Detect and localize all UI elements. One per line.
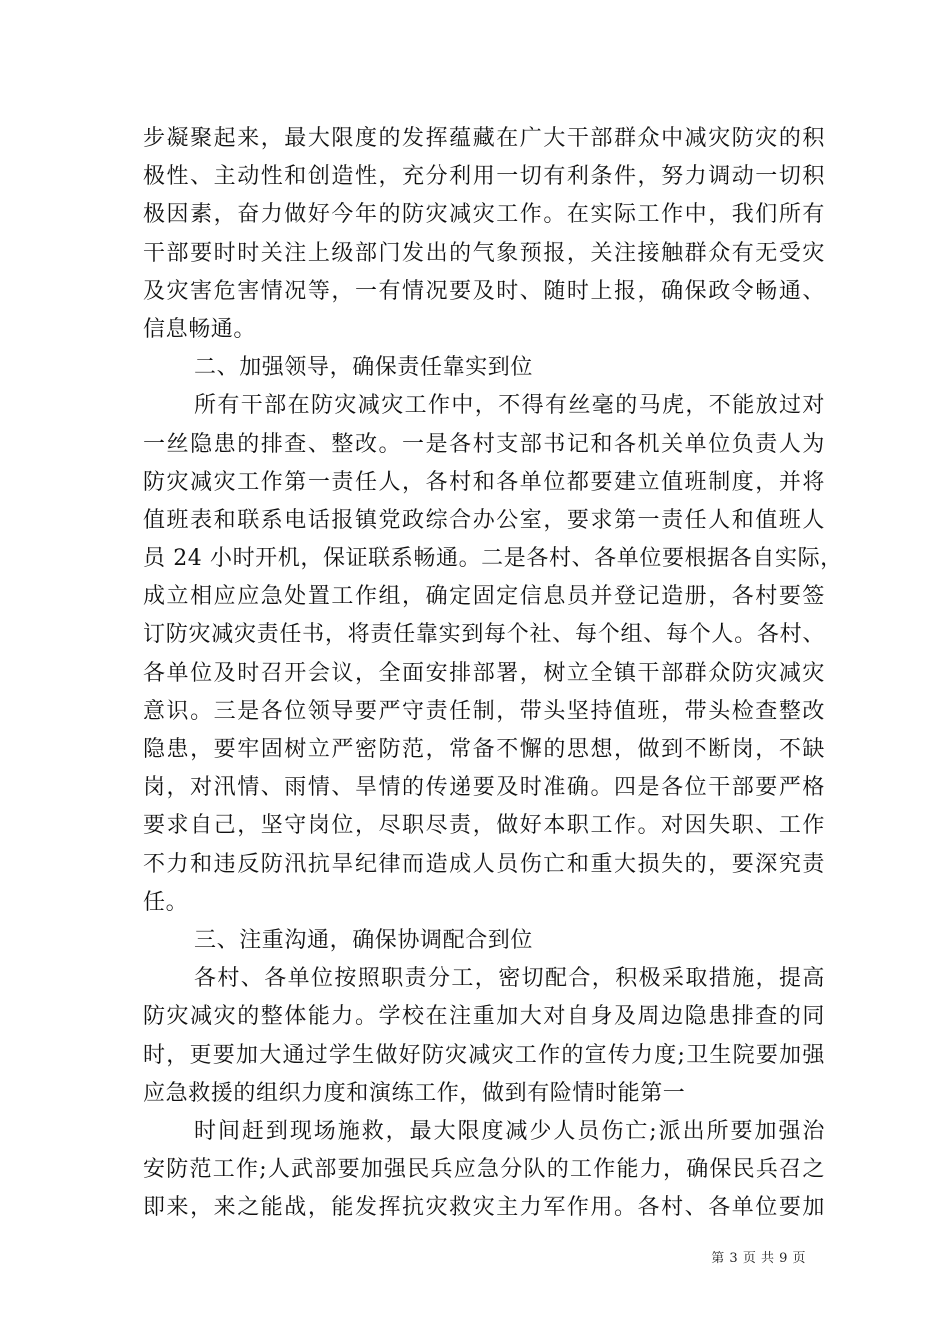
text-line: 值班表和联系电话报镇党政综合办公室，要求第一责任人和值班人 bbox=[143, 507, 825, 533]
page-number: 第 3 页 共 9 页 bbox=[711, 1251, 806, 1266]
text-line: 防灾减灾工作第一责任人，各村和各单位都要建立值班制度，并将 bbox=[143, 469, 825, 495]
text-line: 订防灾减灾责任书，将责任靠实到每个社、每个组、每个人。各村、 bbox=[143, 622, 825, 648]
text-line: 三、注重沟通，确保协调配合到位 bbox=[194, 927, 534, 953]
text-line: 要求自己，坚守岗位，尽职尽责，做好本职工作。对因失职、工作 bbox=[143, 813, 825, 839]
text-line: 信息畅通。 bbox=[143, 316, 257, 342]
text-line: 任。 bbox=[143, 889, 189, 915]
text-line: 所有干部在防灾减灾工作中，不得有丝毫的马虎，不能放过对 bbox=[194, 393, 825, 419]
text-line: 不力和违反防汛抗旱纪律而造成人员伤亡和重大损失的，要深究责 bbox=[143, 851, 825, 877]
text-line: 安防范工作;人武部要加强民兵应急分队的工作能力，确保民兵召之 bbox=[143, 1157, 825, 1183]
text-line: 极性、主动性和创造性，充分利用一切有利条件，努力调动一切积 bbox=[143, 164, 825, 190]
text-line: 步凝聚起来，最大限度的发挥蕴藏在广大干部群众中减灾防灾的积 bbox=[143, 126, 825, 151]
text-line: 应急救援的组织力度和演练工作，做到有险情时能第一 bbox=[143, 1080, 686, 1106]
text-line: 干部要时时关注上级部门发出的气象预报，关注接触群众有无受灾 bbox=[143, 240, 825, 266]
text-line: 一丝隐患的排查、整改。一是各村支部书记和各机关单位负责人为 bbox=[143, 431, 825, 457]
text-line: 各单位及时召开会议，全面安排部署，树立全镇干部群众防灾减灾 bbox=[143, 660, 825, 686]
text-line: 即来，来之能战，能发挥抗灾救灾主力军作用。各村、各单位要加 bbox=[143, 1195, 825, 1221]
text-line: 成立相应应急处置工作组，确定固定信息员并登记造册，各村要签 bbox=[143, 584, 825, 610]
text-line: 意识。三是各位领导要严守责任制，带头坚持值班，带头检查整改 bbox=[143, 698, 825, 724]
text-line: 各村、各单位按照职责分工，密切配合，积极采取措施，提高 bbox=[194, 966, 825, 992]
text-line: 时，更要加大通过学生做好防灾减灾工作的宣传力度;卫生院要加强 bbox=[143, 1042, 825, 1068]
document-body bbox=[143, 120, 843, 1227]
text-line: 隐患，要牢固树立严密防范，常备不懈的思想，做到不断岗，不缺 bbox=[143, 737, 825, 762]
text-line: 二、加强领导，确保责任靠实到位 bbox=[194, 355, 534, 381]
text-line: 防灾减灾的整体能力。学校在注重加大对自身及周边隐患排查的同 bbox=[143, 1004, 825, 1030]
text-line: 极因素，奋力做好今年的防灾减灾工作。在实际工作中，我们所有 bbox=[143, 202, 825, 228]
text-line: 时间赶到现场施救，最大限度减少人员伤亡;派出所要加强治 bbox=[194, 1118, 825, 1144]
text-line: 及灾害危害情况等，一有情况要及时、随时上报，确保政令畅通、 bbox=[143, 278, 825, 304]
text-line: 员 24 小时开机，保证联系畅通。二是各村、各单位要根据各自实际， bbox=[143, 546, 843, 572]
text-line: 岗，对汛情、雨情、旱情的传递要及时准确。四是各位干部要严格 bbox=[143, 775, 825, 801]
